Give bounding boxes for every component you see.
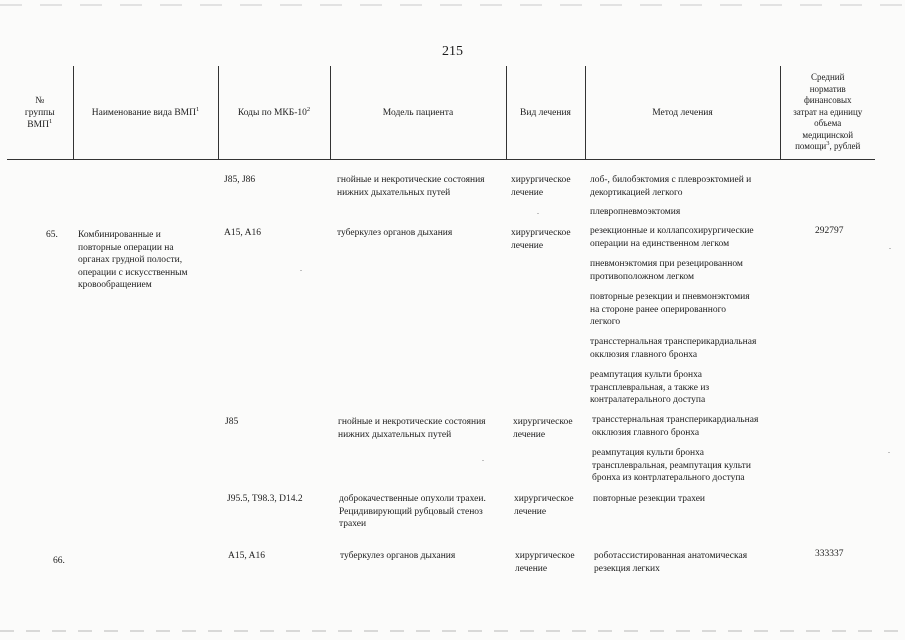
scan-speck	[888, 452, 890, 453]
icd-codes-cell: J85	[225, 417, 239, 427]
header-group-number: № группы ВМП$^1$	[7, 66, 73, 160]
scan-speck	[537, 213, 539, 214]
group-number-cell: 65.	[46, 230, 58, 240]
header-treatment-method: Метод лечения	[585, 66, 780, 160]
scan-speck	[482, 460, 484, 461]
scan-artifact-bottom	[0, 630, 905, 632]
treatment-method-cell: трансстернальная трансперикардиальная окклюзия главного бронха	[590, 337, 757, 360]
average-cost-cell: 333337	[815, 549, 844, 559]
icd-codes-cell: J85, J86	[224, 175, 256, 185]
header-average-cost: Средний норматив финансовых затрат на единицу объема медицинской помощи$^3$, рублей	[780, 66, 875, 160]
patient-model-cell: туберкулез органов дыхания	[337, 228, 453, 238]
header-patient-model: Модель пациента	[330, 66, 506, 160]
scan-artifact-top	[0, 4, 905, 6]
treatment-type-cell: хирургическое лечение	[511, 175, 571, 198]
treatment-method-cell: пневмонэктомия при резецированном противоположном легком	[590, 259, 743, 282]
treatment-type-cell: хирургическое лечение	[511, 228, 571, 251]
table-header	[7, 66, 875, 160]
patient-model-cell: туберкулез органов дыхания	[340, 551, 456, 561]
treatment-method-cell: повторные резекции трахеи	[593, 494, 706, 504]
scan-speck	[300, 270, 302, 271]
icd-codes-cell: A15, A16	[224, 228, 261, 238]
treatment-method-cell: повторные резекции и пневмонэктомия на стороне ранее оперированного легкого	[590, 292, 750, 327]
treatment-type-cell: хирургическое лечение	[513, 417, 573, 440]
page-number: 215	[442, 44, 463, 59]
treatment-method-cell: реампутация культи бронха трансплевральная, реампутация культи бронха из контрлатерального доступа	[592, 448, 751, 483]
group-number-cell: 66.	[53, 556, 65, 566]
patient-model-cell: гнойные и некротические состояния нижних дыхательных путей	[338, 417, 486, 440]
treatment-method-cell: роботассистированная анатомическая резекция легких	[594, 551, 748, 574]
header-icd-codes: Коды по МКБ-$10^2$	[218, 66, 330, 160]
average-cost-cell: 292797	[815, 226, 844, 236]
treatment-method-cell: трансстернальная трансперикардиальная окклюзия главного бронха	[592, 415, 759, 438]
header-treatment-type: Вид лечения	[506, 66, 585, 160]
treatment-method-cell: плевропневмоэктомия	[590, 207, 681, 217]
icd-codes-cell: A15, A16	[228, 551, 265, 561]
icd-codes-cell: J95.5, T98.3, D14.2	[227, 494, 303, 504]
patient-model-cell: доброкачественные опухоли трахеи. Рецидивирующий рубцовый стеноз трахеи	[339, 494, 486, 529]
treatment-method-cell: реампутация культи бронха трансплевральная, а также из контралатерального доступа	[590, 370, 710, 405]
treatment-type-cell: хирургическое лечение	[514, 494, 574, 517]
treatment-method-cell: лоб-, билобэктомия с плевроэктомией и декортикацией легкого	[590, 175, 752, 198]
treatment-type-cell: хирургическое лечение	[515, 551, 575, 574]
patient-model-cell: гнойные и некротические состояния нижних дыхательных путей	[337, 175, 485, 198]
scan-speck	[889, 248, 891, 249]
treatment-method-cell: резекционные и коллапсохирургические операции на единственном легком	[590, 226, 754, 249]
header-vmp-name: Наименование вида ВМП$^1$	[73, 66, 218, 160]
vmp-name-cell: Комбинированные и повторные операции на органах грудной полости, операции с искусственным кровообращением	[78, 230, 188, 290]
